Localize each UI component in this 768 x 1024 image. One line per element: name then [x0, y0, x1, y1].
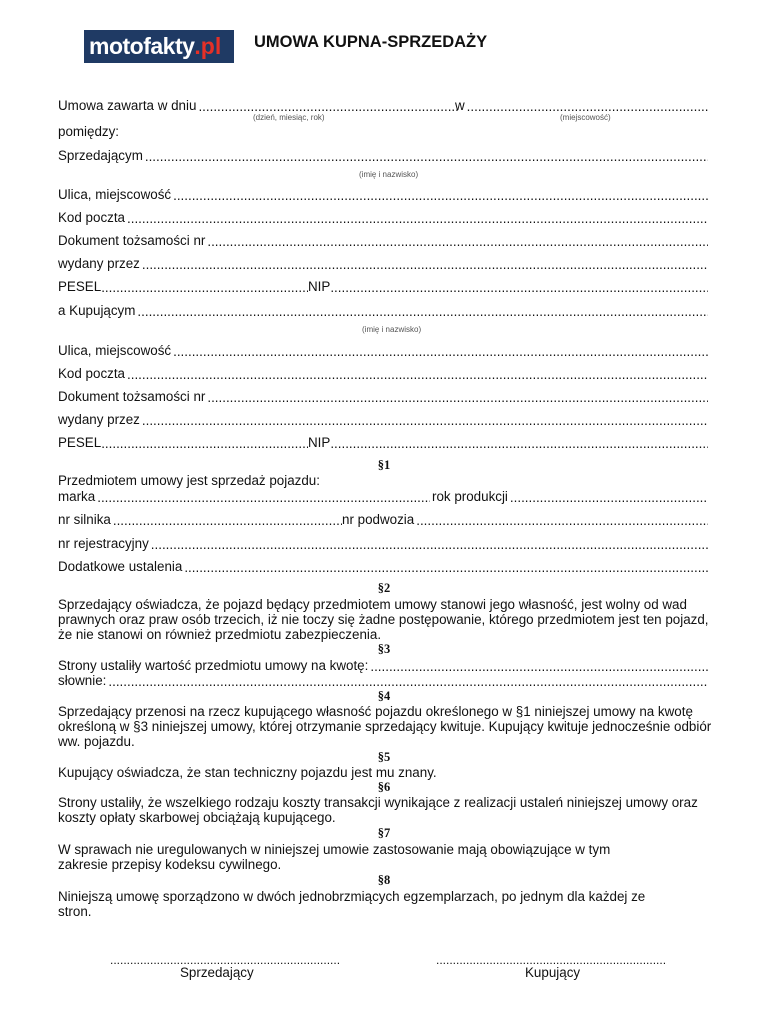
seller-postal-field[interactable]	[127, 211, 708, 225]
words-line	[58, 672, 708, 688]
reg-label: nr rejestracyjny	[58, 536, 149, 551]
section-2-heading: §2	[377, 581, 391, 595]
date-line	[58, 97, 458, 113]
buyer-pesel-field[interactable]	[101, 436, 308, 450]
seller-street-label: Ulica, miejscowość	[58, 187, 172, 202]
reg-field[interactable]	[151, 537, 708, 551]
seller-postal-label: Kod poczta	[58, 210, 125, 225]
year-field[interactable]	[510, 490, 708, 504]
date-label: Umowa zawarta w dniu	[58, 98, 197, 113]
make-label: marka	[58, 489, 96, 504]
section-4-text: Sprzedający przenosi na rzecz kupującego własność pojazdu określonego w §1 niniejszej umowy na kwotę określoną w §3 niniejszej umowy, której otrzymanie sprzedający kwituje. Kupujący kwituje jednocześnie odbiór ww. pojazdu.	[58, 704, 712, 749]
seller-nip-field[interactable]	[330, 280, 708, 294]
make-line	[58, 488, 430, 504]
seller-label: Sprzedającym	[58, 148, 143, 163]
section-3-heading: §3	[377, 642, 391, 656]
buyer-issued-line	[58, 411, 708, 427]
buyer-id-field[interactable]	[207, 390, 708, 404]
seller-pesel-label: PESEL	[58, 279, 102, 294]
buyer-signature-label: Kupujący	[525, 965, 581, 980]
seller-id-field[interactable]	[207, 234, 708, 248]
buyer-postal-label: Kod poczta	[58, 366, 125, 381]
engine-field[interactable]	[113, 513, 342, 527]
section-6-heading: §6	[377, 780, 391, 794]
buyer-label: a Kupującym	[58, 303, 136, 318]
words-field[interactable]	[108, 674, 708, 688]
chassis-line	[342, 511, 708, 527]
year-label: rok produkcji	[432, 489, 508, 504]
seller-pesel-line	[58, 278, 308, 294]
section-8-text: Niniejszą umowę sporządzono w dwóch jednobrzmiących egzemplarzach, po jednym dla każdej ze stron.	[58, 889, 646, 919]
extra-label: Dodatkowe ustalenia	[58, 559, 183, 574]
value-line	[58, 657, 708, 673]
seller-postal-line	[58, 209, 708, 225]
seller-name-line	[58, 147, 708, 163]
extra-field[interactable]	[184, 560, 708, 574]
value-label: Strony ustaliły wartość przedmiotu umowy na kwotę:	[58, 658, 369, 673]
seller-id-label: Dokument tożsamości nr	[58, 233, 206, 248]
section-2-text: Sprzedający oświadcza, że pojazd będący przedmiotem umowy stanowi jego własność, jest wolny od wad prawnych oraz praw osób trzecich, iż nie toczy się żadne postępowanie, którego przedmiotem jest ten pojazd, że nie stanowi on również przedmiotu zabezpieczenia.	[58, 597, 709, 642]
seller-issued-field[interactable]	[142, 257, 708, 271]
seller-nip-label: NIP	[308, 279, 331, 294]
seller-street-field[interactable]	[173, 188, 708, 202]
seller-issued-label: wydany przez	[58, 256, 140, 271]
section-1-heading: §1	[377, 458, 391, 472]
buyer-hint: (imię i nazwisko)	[362, 325, 422, 334]
buyer-postal-line	[58, 365, 708, 381]
make-field[interactable]	[97, 490, 430, 504]
value-field[interactable]	[370, 659, 708, 673]
buyer-street-line	[58, 342, 708, 358]
section-5-heading: §5	[377, 750, 391, 764]
place-line	[455, 97, 708, 113]
words-label: słownie:	[58, 673, 107, 688]
seller-name-field[interactable]	[145, 149, 708, 163]
logo	[84, 30, 234, 63]
w-label: w	[455, 98, 465, 113]
buyer-signature-field[interactable]: .....................................................................	[436, 953, 667, 967]
buyer-postal-field[interactable]	[127, 367, 708, 381]
buyer-pesel-line	[58, 434, 308, 450]
section-8-heading: §8	[377, 873, 391, 887]
seller-pesel-field[interactable]	[101, 280, 308, 294]
engine-line	[58, 511, 342, 527]
seller-signature-label: Sprzedający	[180, 965, 254, 980]
buyer-issued-label: wydany przez	[58, 412, 140, 427]
buyer-nip-field[interactable]	[330, 436, 708, 450]
reg-line	[58, 535, 708, 551]
buyer-name-field[interactable]	[137, 304, 708, 318]
seller-issued-line	[58, 255, 708, 271]
engine-label: nr silnika	[58, 512, 111, 527]
place-field[interactable]	[467, 99, 708, 113]
buyer-id-label: Dokument tożsamości nr	[58, 389, 206, 404]
seller-signature-field[interactable]: .....................................................................	[110, 953, 341, 967]
buyer-nip-label: NIP	[308, 435, 331, 450]
chassis-label: nr podwozia	[342, 512, 415, 527]
seller-id-line	[58, 232, 708, 248]
chassis-field[interactable]	[416, 513, 708, 527]
section-4-heading: §4	[377, 689, 391, 703]
place-hint: (miejscowość)	[560, 113, 611, 122]
page-title: UMOWA KUPNA-SPRZEDAŻY	[254, 33, 488, 51]
year-line	[432, 488, 708, 504]
section-6-text: Strony ustaliły, że wszelkiego rodzaju koszty transakcji wynikające z realizacji ustaleń niniejszej umowy oraz koszty opłaty skarbowej obciążają kupującego.	[58, 795, 698, 825]
seller-hint: (imię i nazwisko)	[359, 170, 419, 179]
buyer-nip-line	[308, 434, 708, 450]
section-7-heading: §7	[377, 826, 391, 840]
buyer-name-line	[58, 302, 708, 318]
date-hint: (dzień, miesiąc, rok)	[253, 113, 325, 122]
section-1-intro: Przedmiotem umowy jest sprzedaż pojazdu:	[58, 473, 320, 488]
buyer-id-line	[58, 388, 708, 404]
logo-text: motofakty	[89, 33, 195, 59]
section-5-text: Kupujący oświadcza, że stan techniczny pojazdu jest mu znany.	[58, 765, 437, 780]
extra-line	[58, 558, 708, 574]
section-7-text: W sprawach nie uregulowanych w niniejszej umowie zastosowanie mają obowiązujące w tym zakresie przepisy kodeksu cywilnego.	[58, 842, 611, 872]
buyer-pesel-label: PESEL	[58, 435, 102, 450]
between-label: pomiędzy:	[58, 124, 120, 139]
buyer-street-label: Ulica, miejscowość	[58, 343, 172, 358]
buyer-issued-field[interactable]	[142, 413, 708, 427]
date-field[interactable]	[198, 99, 458, 113]
seller-nip-line	[308, 278, 708, 294]
seller-street-line	[58, 186, 708, 202]
buyer-street-field[interactable]	[173, 344, 708, 358]
logo-suffix: .pl	[194, 33, 222, 59]
